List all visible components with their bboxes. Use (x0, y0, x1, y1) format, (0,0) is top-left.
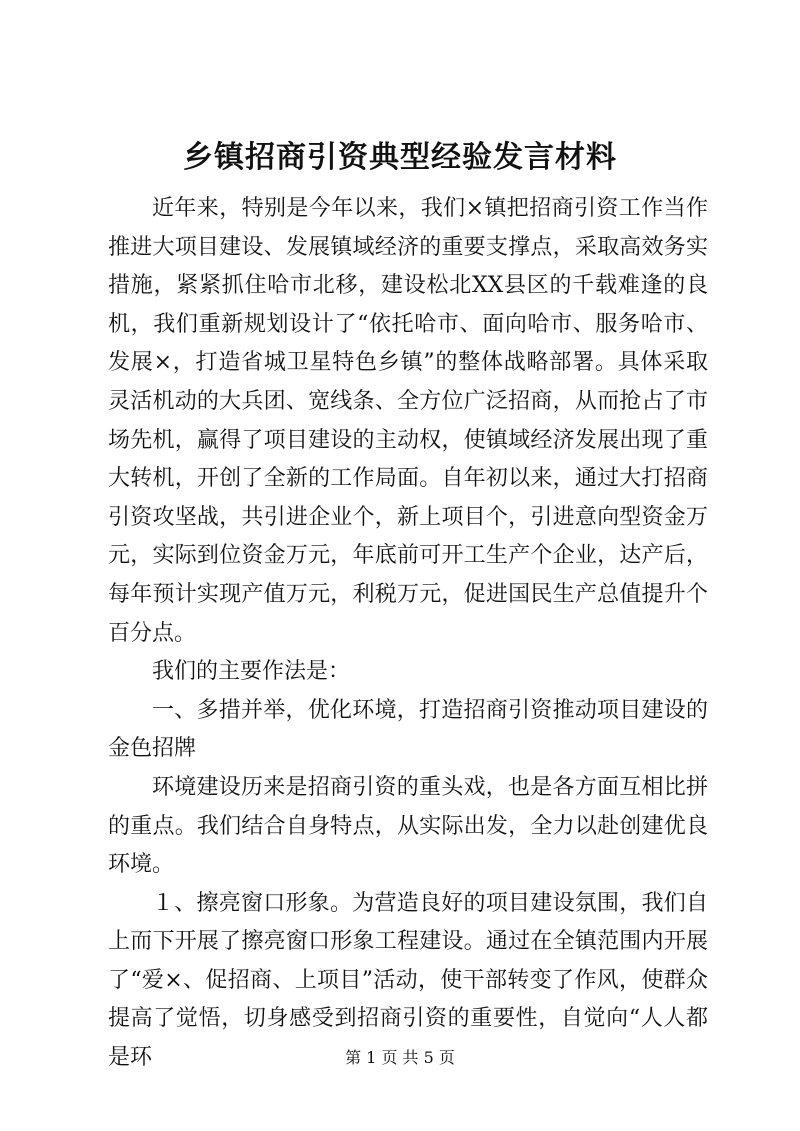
paragraph: 环境建设历来是招商引资的重头戏，也是各方面互相比拼的重点。我们结合自身特点，从实际出发，全力以赴创建优良环境。 (108, 774, 708, 878)
paragraph: １、擦亮窗口形象。为营造良好的项目建设氛围，我们自上而下开展了擦亮窗口形象工程建设。通过在全镇范围内开展了“爱×、促招商、上项目”活动，使干部转变了作风，使群众提高了觉悟，切身感受到招商引资的重要性，自觉向“人人都是环 (108, 890, 708, 1071)
page-footer: 第 1 页 共 5 页 (345, 1048, 455, 1067)
section-heading: 一、多措并举，优化环境，打造招商引资推动项目建设的金色招牌 (108, 697, 708, 762)
paragraph: 近年来，特别是今年以来，我们×镇把招商引资工作当作推进大项目建设、发展镇域经济的重要支撑点，采取高效务实措施，紧紧抓住哈市北移，建设松北XX县区的千载难逢的良机，我们重新规划设计了“依托哈市、面向哈市、服务哈市、发展×，打造省城卫星特色乡镇”的整体战略部署。具体采取灵活机动的大兵团、宽线条、全方位广泛招商，从而抢占了市场先机，赢得了项目建设的主动权，使镇域经济发展出现了重大转机，开创了全新的工作局面。自年初以来，通过大打招商引资攻坚战，共引进企业个，新上项目个，引进意向型资金万元，实际到位资金万元，年底前可开工生产个企业，达产后，每年预计实现产值万元，利税万元，促进国民生产总值提升个百分点。 (108, 196, 708, 646)
document-body (108, 190, 708, 1078)
document-title: 乡镇招商引资典型经验发言材料 (183, 140, 617, 175)
paragraph: 我们的主要作法是： (152, 659, 351, 685)
